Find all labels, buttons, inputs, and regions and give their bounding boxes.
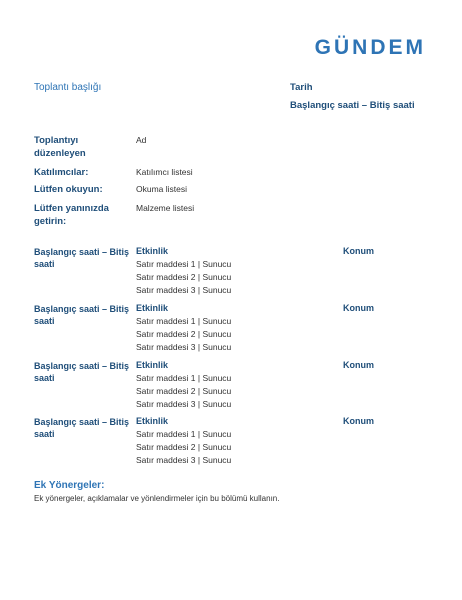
agenda-line-item[interactable]: Satır maddesi 1 | Sunucu <box>136 259 232 269</box>
agenda-location[interactable]: Konum <box>343 246 374 256</box>
agenda-line-item[interactable]: Satır maddesi 3 | Sunucu <box>136 285 232 295</box>
agenda-activity[interactable]: Etkinlik <box>136 416 169 426</box>
organizer-value[interactable]: Ad <box>136 135 147 145</box>
meeting-time-range[interactable]: Başlangıç saati – Bitiş saati <box>290 100 415 111</box>
agenda-line-item[interactable]: Satır maddesi 3 | Sunucu <box>136 399 232 409</box>
agenda-line-item[interactable]: Satır maddesi 2 | Sunucu <box>136 386 232 396</box>
agenda-line-item[interactable]: Satır maddesi 1 | Sunucu <box>136 429 232 439</box>
agenda-time[interactable]: Başlangıç saati – Bitiş saati <box>34 247 130 269</box>
agenda-activity[interactable]: Etkinlik <box>136 246 169 256</box>
document-title: GÜNDEM <box>314 36 426 59</box>
meeting-date[interactable]: Tarih <box>290 82 313 93</box>
bring-value[interactable]: Malzeme listesi <box>136 203 195 213</box>
agenda-location[interactable]: Konum <box>343 360 374 370</box>
attendees-value[interactable]: Katılımcı listesi <box>136 167 193 177</box>
agenda-line-item[interactable]: Satır maddesi 1 | Sunucu <box>136 373 232 383</box>
reading-label: Lütfen okuyun: <box>34 184 103 195</box>
reading-value[interactable]: Okuma listesi <box>136 184 188 194</box>
agenda-line-item[interactable]: Satır maddesi 3 | Sunucu <box>136 455 232 465</box>
agenda-line-item[interactable]: Satır maddesi 2 | Sunucu <box>136 442 232 452</box>
agenda-activity[interactable]: Etkinlik <box>136 360 169 370</box>
attendees-label: Katılımcılar: <box>34 167 89 178</box>
agenda-time[interactable]: Başlangıç saati – Bitiş saati <box>34 417 130 439</box>
agenda-activity[interactable]: Etkinlik <box>136 303 169 313</box>
agenda-location[interactable]: Konum <box>343 303 374 313</box>
agenda-line-item[interactable]: Satır maddesi 1 | Sunucu <box>136 316 232 326</box>
organizer-label: Toplantıyı düzenleyen <box>34 135 86 159</box>
agenda-line-item[interactable]: Satır maddesi 3 | Sunucu <box>136 342 232 352</box>
agenda-time[interactable]: Başlangıç saati – Bitiş saati <box>34 304 130 326</box>
agenda-location[interactable]: Konum <box>343 416 374 426</box>
bring-label: Lütfen yanınızda getirin: <box>34 203 109 227</box>
agenda-line-item[interactable]: Satır maddesi 2 | Sunucu <box>136 329 232 339</box>
meeting-title[interactable]: Toplantı başlığı <box>34 82 102 93</box>
additional-instructions-heading: Ek Yönergeler: <box>34 480 105 491</box>
agenda-time[interactable]: Başlangıç saati – Bitiş saati <box>34 361 130 383</box>
agenda-line-item[interactable]: Satır maddesi 2 | Sunucu <box>136 272 232 282</box>
additional-instructions-text[interactable]: Ek yönergeler, açıklamalar ve yönlendirmeler için bu bölümü kullanın. <box>34 494 280 503</box>
